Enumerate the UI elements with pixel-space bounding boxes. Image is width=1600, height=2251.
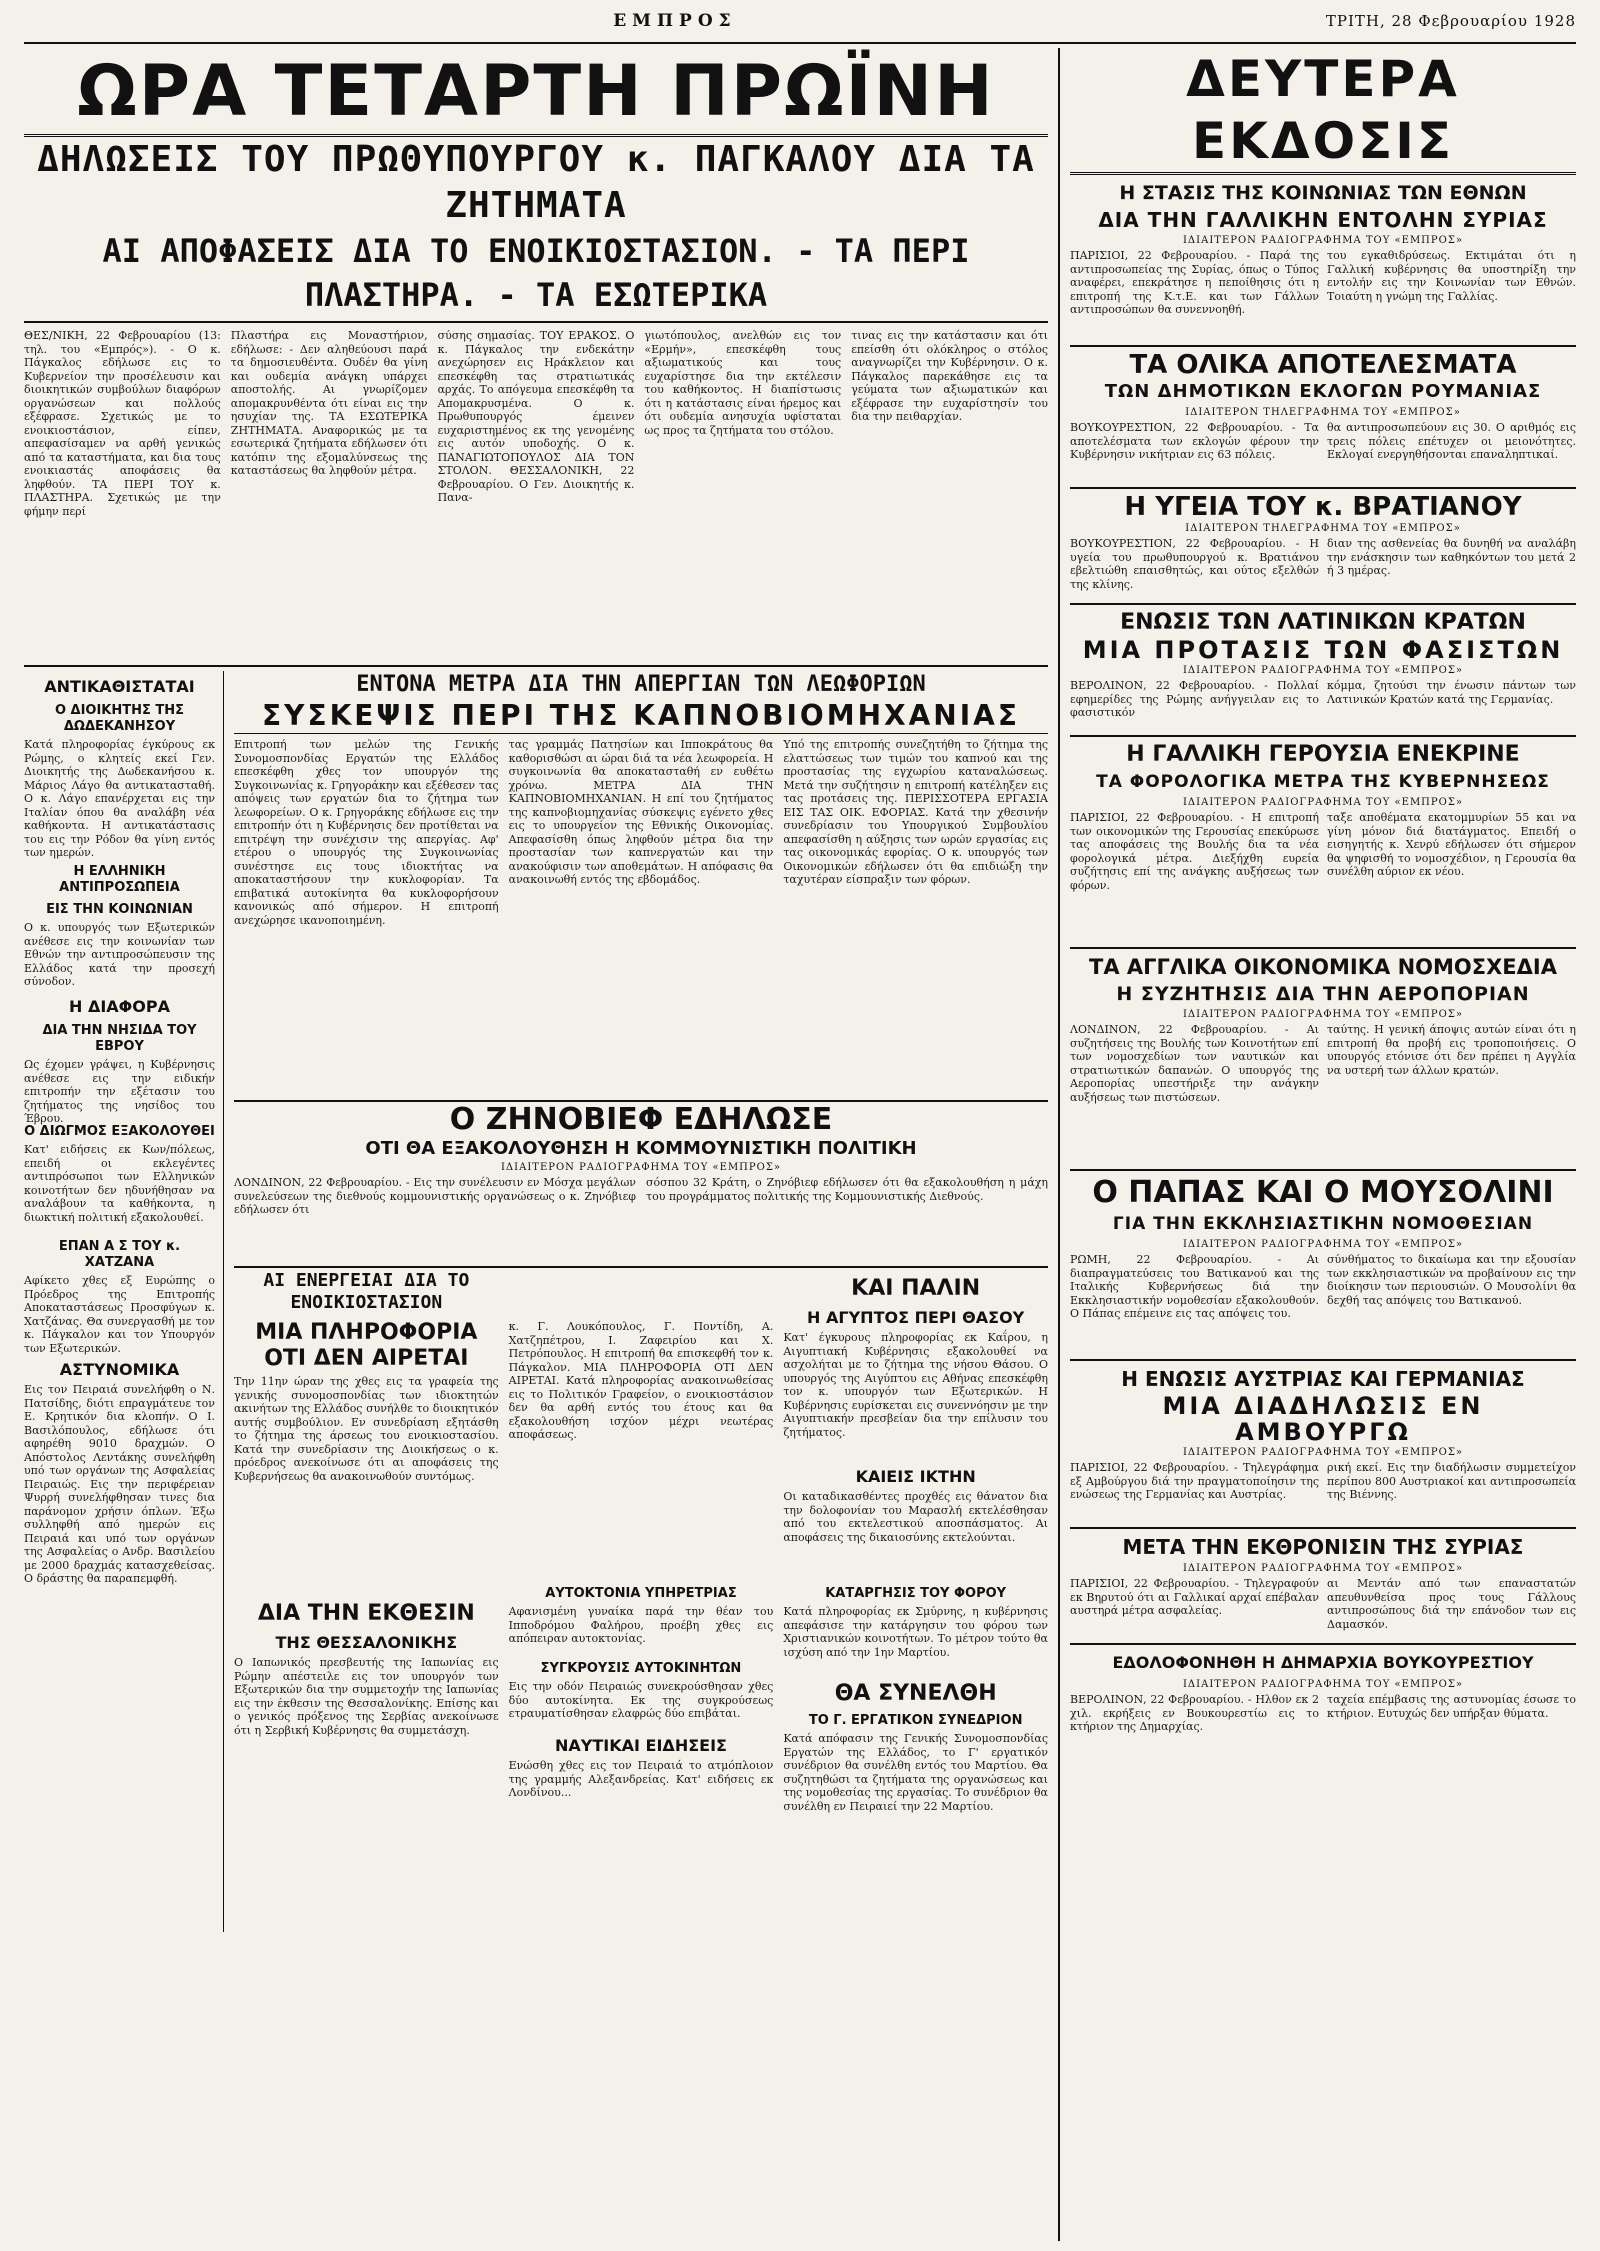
article-column: ΛΟΝΔΙΝΟΝ, 22 Φεβρουαρίου. - Αι συζητήσεις της Βουλής των Κοινοτήτων επί των νομοσχεδίων των ναυτικών και στρατιωτικών δαπανών. Ο υπουργός της Αεροπορίας υπεστήριξε την ανάγκην αυξήσεως των πιστώσεων. [1070, 1023, 1319, 1104]
article-column: ΠΑΡΙΣΙΟΙ, 22 Φεβρουαρίου. - Παρά της αντιπροσωπείας της Συρίας, όπως ο Τύπος αναφέρει, επεκράτησε η πεποίθησις ότι η επιτροπή της Κ.τ.Ε. και των Γάλλων αντιπροσώπων θα συνεννοηθή. [1070, 249, 1319, 316]
article-synedrion: Κατά απόφασιν της Γενικής Συνομοσπονδίας Εργατών της Ελλάδος, το Γ' εργατικόν συνέδριον θα συνέλθη εντός του Μαρτίου. Θα συζητηθώσι τα ζητήματα της οργανώσεως και της νομοθεσίας της εργασίας. Το συνέδριον θα συνέλθη εν Πειραιεί την 22 Μαρτίου. [783, 1732, 1048, 1813]
heading-sygkrousis: ΣΥΓΚΡΟΥΣΙΣ ΑΥΤΟΚΙΝΗΤΩΝ [540, 1661, 742, 1676]
byline: ΙΔΙΑΙΤΕΡΟΝ ΡΑΔΙΟΓΡΑΦΗΜΑ ΤΟΥ «ΕΜΠΡΟΣ» [1182, 235, 1464, 246]
article-kaieis: Οι καταδικασθέντες προχθές εις θάνατον δια την δολοφονίαν του Μαρασλή εκτελέσθησαν από του εκτελεστικού αποσπάσματος. Αι αποφάσεις της δικαιοσύνης εκτελούνται. [783, 1490, 1048, 1544]
section-austria [1070, 1361, 1576, 1529]
article-roumania [1070, 421, 1576, 481]
subheading-evros: ΔΙΑ ΤΗΝ ΝΗΣΙΔΑ ΤΟΥ ΕΒΡΟΥ [42, 1023, 197, 1054]
article-anglia [1070, 1023, 1576, 1163]
section-vratianu [1070, 489, 1576, 605]
heading-gerousia-1: Η ΓΑΛΛΙΚΗ ΓΕΡΟΥΣΙΑ ΕΝΕΚΡΙΝΕ [1126, 742, 1520, 767]
heading-latin-2: ΜΙΑ ΠΡΟΤΑΣΙΣ ΤΩΝ ΦΑΣΙΣΤΩΝ [1082, 636, 1564, 664]
article-zinoviev [234, 1176, 1048, 1262]
heading-diafora: Η ΔΙΑΦΟΡΑ [69, 997, 170, 1016]
article-latin [1070, 679, 1576, 729]
heading-kaieis: ΚΑΙΕΙΣ ΙΚΤΗΝ [855, 1467, 976, 1486]
masthead-date: ΤΡΙΤΗ, 28 Φεβρουαρίου 1928 [1325, 12, 1576, 30]
article-kapnoviomixania [234, 734, 1048, 1100]
article-column: Υπό της επιτροπής συνεζητήθη το ζήτημα της ελαττώσεως των τιμών του καπνού και της προστασίας της εγχωρίου καταναλώσεως. Μετά την συζήτησιν η επιτροπή κατέληξεν εις τας προτάσεις της. ΠΕΡΙΣΣΟΤΕΡΑ ΕΡΓΑΣΙΑ ΕΙΣ ΤΑΣ ΟΙΚ. ΕΦΟΡΙΑΣ. Κατά την χθεσινήν συνεδρίασιν του Υπουργικού Συμβουλίου απεφασίσθη η αύξησις των ωρών εργασίας εις τας οικονομικάς εφορίας. Ο κ. υπουργός των Οικονομικών εδήλωσεν ότι θα επιδιώξη την ταχυτέραν είσπραξιν των φόρων. [783, 738, 1048, 886]
heading-diogmos: Ο ΔΙΩΓΜΟΣ ΕΞΑΚΟΛΟΥΘΕΙ [24, 1124, 215, 1139]
heading-ekthronisis: ΜΕΤΑ ΤΗΝ ΕΚΘΡΟΝΙΣΙΝ ΤΗΣ ΣΥΡΙΑΣ [1122, 1535, 1524, 1559]
heading-papas-1: Ο ΠΑΠΑΣ ΚΑΙ Ο ΜΟΥΣΟΛΙΝΙ [1092, 1175, 1554, 1210]
headline-decisions: ΑΙ ΑΠΟΦΑΣΕΙΣ ΔΙΑ ΤΟ ΕΝΟΙΚΙΟΣΤΑΣΙΟΝ. - ΤΑ ΠΕΡΙ ΠΛΑΣΤΗΡΑ. - ΤΑ ΕΣΩΤΕΡΙΚΑ [24, 229, 1048, 323]
article-diafora: Ως έχομεν γράψει, η Κυβέρνησις ανέθεσε εις την ειδικήν επιτροπήν την εξέτασιν του ζητήματος της νησίδος του Έβρου. [24, 1058, 215, 1125]
headline-premier: ΔΗΛΩΣΕΙΣ ΤΟΥ ΠΡΩΘΥΠΟΥΡΓΟΥ κ. ΠΑΓΚΑΛΟΥ ΔΙΑ ΤΑ ΖΗΤΗΜΑΤΑ [37, 139, 1035, 226]
article-dodekanisos: Κατά πληροφορίας έγκύρους εκ Ρώμης, ο κλητείς εκεί Γεν. Διοικητής της Δωδεκανήσου κ. Μάριος Λάγο θα αντικατασταθή. Ο κ. Λάγο επανέρχεται εις την Ιταλίαν όπου θα αναλάβη νέα καθήκοντα. Η αντικατάστασις του εις την Ρόδον θα γίνη εντός των ημερών. [24, 738, 215, 859]
article-column: ταξε αποθέματα εκατομμυρίων 55 και να γίνη μόνον διά διατάγματος. Επειδή ο εισηγητής κ. Χενρύ εδήλωσεν ότι σήμερον θα ψηφισθή το νομοσχέδιον, η Γερουσία θα συνέλθη αύριον εκ νέου. [1327, 811, 1576, 878]
heading-leoforeia: ΕΝΤΟΝΑ ΜΕΤΡΑ ΔΙΑ ΤΗΝ ΑΠΕΡΓΙΑΝ ΤΩΝ ΛΕΩΦΟΡΙΩΝ [356, 672, 926, 697]
heading-roumania-1: ΤΑ ΟΛΙΚΑ ΑΠΟΤΕΛΕΣΜΑΤΑ [1129, 350, 1517, 380]
byline: ΙΔΙΑΙΤΕΡΟΝ ΡΑΔΙΟΓΡΑΦΗΜΑ ΤΟΥ «ΕΜΠΡΟΣ» [1182, 1009, 1464, 1020]
heading-gerousia-2: ΤΑ ΦΟΡΟΛΟΓΙΚΑ ΜΕΤΡΑ ΤΗΣ ΚΥΒΕΡΝΗΣΕΩΣ [1096, 772, 1550, 792]
lower-section [24, 665, 1048, 1932]
byline: ΙΔΙΑΙΤΕΡΟΝ ΡΑΔΙΟΓΡΑΦΗΜΑ ΤΟΥ «ΕΜΠΡΟΣ» [1182, 665, 1464, 676]
article-enoikiostasion-cont: κ. Γ. Λουκόπουλος, Γ. Ποντίδη, Α. Χατζηπέτρου, Ι. Ζαφειρίου και Χ. Πετρόπουλος. Η επιτροπή θα επισκεφθή τον κ. Πάγκαλον. ΜΙΑ ΠΛΗΡΟΦΟΡΙΑ ΟΤΙ ΔΕΝ ΑΙΡΕΤΑΙ. Κατά πληροφορίας ανακοινωθείσας εις το Πολιτικόν Γραφείον, ο ενοικιοστάσιον δεν θα αρθή εντός του έτους και θα εξακολουθήση ισχύον μέχρι νεωτέρας αποφάσεως. [508, 1320, 774, 1441]
byline: ΙΔΙΑΙΤΕΡΟΝ ΡΑΔΙΟΓΡΑΦΗΜΑ ΤΟΥ «ΕΜΠΡΟΣ» [1182, 1239, 1464, 1250]
heading-kai-palin: ΚΑΙ ΠΑΛΙΝ [851, 1276, 981, 1301]
article-column: ρική εκεί. Εις την διαδήλωσιν συμμετείχον περίπου 800 Αυστριακοί και αντιπροσωπεία της Βιέννης. [1327, 1461, 1576, 1501]
heading-austria-1: Η ΕΝΩΣΙΣ ΑΥΣΤΡΙΑΣ ΚΑΙ ΓΕΡΜΑΝΙΑΣ [1121, 1367, 1525, 1391]
masthead-title: ΕΜΠΡΟΣ [613, 11, 737, 31]
article-nautikai: Ενώσθη χθες εις τον Πειραιά το ατμόπλοιον της γραμμής Αλεξανδρείας. Κατ' ειδήσεις εκ Λονδίνου... [508, 1759, 774, 1799]
article-column: Επιτροπή των μελών της Γενικής Συνομοσπονδίας Εργατών της Ελλάδος επεσκέφθη χθες τον υπουργόν της Συγκοινωνίας κ. Γρηγοράκην και εξέθεσεν τας απόψεις των εργατών δια το ζήτημα των λεωφορείων. Ο κ. Γρηγοράκης εδήλωσε εις την επιτροπήν ότι η Κυβέρνησις δεν προτίθεται να επιτρέψη την συνέχισιν της απεργίας. Αφ' ετέρου ο υπουργός της Συγκοινωνίας συνέστησε εις τους ιδιοκτήτας να αποκαταστήσουν την κυκλοφορίαν. Τα επιβατικά αυτοκίνητα θα κυκλοφορήσουν κανονικώς από σήμερον. Η επιτροπή ανεχώρησε ικανοποιημένη. [234, 738, 499, 927]
heading-syria-2: ΔΙΑ ΤΗΝ ΓΑΛΛΙΚΗΝ ΕΝΤΟΛΗΝ ΣΥΡΙΑΣ [1098, 208, 1548, 232]
heading-katargisis: ΚΑΤΑΡΓΗΣΙΣ ΤΟΥ ΦΟΡΟΥ [825, 1586, 1007, 1601]
article-column: αι Μεντάν από των επαναστατών απευθυνθείσα προς τους Γάλλους αντιπροσώπους διά την επάνοδον των εις Δαμασκόν. [1327, 1577, 1576, 1631]
article-column: ΒΕΡΟΛΙΝΟΝ, 22 Φεβρουαρίου. - Ηλθον εκ 2 χιλ. εκρήξεις εν Βουκουρεστίω εις το κτήριον της Δημαρχίας. [1070, 1693, 1319, 1733]
heading-anglia-1: ΤΑ ΑΓΓΛΙΚΑ ΟΙΚΟΝΟΜΙΚΑ ΝΟΜΟΣΧΕΔΙΑ [1089, 955, 1557, 979]
article-column: ταύτης. Η γενική άποψις αυτών είναι ότι η επιτροπή θα προβή εις τροποποιήσεις. Ο υπουργός ετόνισε ότι δεν πρέπει η Αγγλία να υστερή των άλλων κρατών. [1327, 1023, 1576, 1077]
article-column: ΠΑΡΙΣΙΟΙ, 22 Φεβρουαρίου. - Η επιτροπή των οικονομικών της Γερουσίας επεκύρωσε τας αποφάσεις της Βουλής δια τα νέα φορολογικά μέτρα. Διεξήχθη ευρεία συζήτησις επί της ανάγκης αυξήσεως των φόρων. [1070, 811, 1319, 892]
article-column: θα αντιπροσωπεύουν εις 30. Ο αριθμός εις τρεις πόλεις επέτυχεν οι μειονότητες. Εκλογαί ενεργηθήσονται επαναληπτικαί. [1327, 421, 1576, 461]
columns [24, 48, 1576, 2241]
section-roumania [1070, 347, 1576, 489]
article-column: ΘΕΣ/ΝΙΚΗ, 22 Φεβρουαρίου (13: τηλ. του «Εμπρός»). - Ο κ. Πάγκαλος εδήλωσε εις το Κυβερνείον την προσέλευσιν και διοικητικών συμβούλων διαφόρων οργανώσεων και πολλούς εξέφρασε. Σχετικώς με το ενοικιοστάσιον, είπεν, απεφασίσαμεν να αρθή γενικώς από τα καταστήματα, και δια τους ενοικιαστάς αποφάσεις θα ληφθούν. ΤΑ ΠΕΡΙ ΤΟΥ κ. ΠΛΑΣΤΗΡΑ. Σχετικώς με την φήμην περί [24, 329, 221, 518]
heading-astynomika: ΑΣΤΥΝΟΜΙΚΑ [59, 1360, 180, 1379]
bottom-grid [234, 1266, 1048, 1932]
section-ekthronisis [1070, 1529, 1576, 1645]
heading-deutera-ekdosis: ΔΕΥΤΕΡΑ ΕΚΔΟΣΙΣ [1070, 48, 1576, 175]
subheading-dodekanisos: Ο ΔΙΟΙΚΗΤΗΣ ΤΗΣ ΔΩΔΕΚΑΝΗΣΟΥ [54, 703, 185, 734]
bottom-middle [509, 1270, 774, 1932]
heading-papas-2: ΓΙΑ ΤΗΝ ΕΚΚΛΗΣΙΑΣΤΙΚΗΝ ΝΟΜΟΘΕΣΙΑΝ [1112, 1214, 1534, 1234]
article-ekthronisis [1070, 1577, 1576, 1637]
heading-enoikiostasion: ΑΙ ΕΝΕΡΓΕΙΑΙ ΔΙΑ ΤΟ ΕΝΟΙΚΙΟΣΤΑΣΙΟΝ [263, 1270, 470, 1313]
article-column: κόμμα, ζητούσι την ένωσιν πάντων των Λατινικών Κρατών κατά της Γερμανίας. [1327, 679, 1576, 706]
article-syria [1070, 249, 1576, 339]
subheading-pliroforia: ΜΙΑ ΠΛΗΡΟΦΟΡΙΑ ΟΤΙ ΔΕΝ ΑΙΡΕΤΑΙ [255, 1320, 478, 1371]
article-column: του εγκαθιδρύσεως. Εκτιμάται ότι η Γαλλική κυβέρνησις θα υποστηρίξη την εντολήν εις την Κοινωνίαν των Εθνών. Τοιαύτη η γνώμη της Γαλλίας. [1327, 249, 1576, 303]
byline: ΙΔΙΑΙΤΕΡΟΝ ΡΑΔΙΟΓΡΑΦΗΜΑ ΤΟΥ «ΕΜΠΡΟΣ» [1182, 797, 1464, 808]
article-elliniki: Ο κ. υπουργός των Εξωτερικών ανέθεσε εις την κοινωνίαν των Εθνών την αντιπροσώπευσιν της Ελλάδος κατά την προσεχή σύνοδον. [24, 921, 215, 988]
article-enoikiostasion: Την 11ην ώραν της χθες εις τα γραφεία της γενικής συνομοσπονδίας των ιδιοκτητών ακινήτων της Ελλάδος συνήλθε το διοικητικόν αυτής συμβούλιον. Εν συνεδρίαση εξητάσθη το ζήτημα της άρσεως του ενοικιοστασίου. Κατά την συνεδρίασιν της Διοικήσεως ο κ. πρόεδρος ανεκοίνωσε ότι αι αποφάσεις της Κυβερνήσεως θα ανακοινωθούν συντόμως. [234, 1375, 499, 1483]
byline: ΙΔΙΑΙΤΕΡΟΝ ΡΑΔΙΟΓΡΑΦΗΜΑ ΤΟΥ «ΕΜΠΡΟΣ» [1182, 1447, 1464, 1458]
main-section [24, 48, 1060, 2241]
subheading-zinoviev: ΟΤΙ ΘΑ ΕΞΑΚΟΛΟΥΘΗΣΗ Η ΚΟΜΜΟΥΝΙΣΤΙΚΗ ΠΟΛΙΤΙΚΗ [365, 1138, 917, 1159]
article-column: ΡΩΜΗ, 22 Φεβρουαρίου. - Αι διαπραγματεύσεις του Βατικανού και της Ιταλικής Κυβερνήσεως διά την Εκκλησιαστικήν νομοθεσίαν εξακολουθούν. Ο Πάπας επέμεινε εις τας απόψεις του. [1070, 1253, 1319, 1320]
heading-roumania-2: ΤΩΝ ΔΗΜΟΤΙΚΩΝ ΕΚΛΟΓΩΝ ΡΟΥΜΑΝΙΑΣ [1104, 381, 1542, 402]
article-column: ΒΟΥΚΟΥΡΕΣΤΙΟΝ, 22 Φεβρουαρίου. - Τα αποτελέσματα των εκλογών φέρουν την Κυβέρνησιν νικήτριαν εις 63 πόλεις. [1070, 421, 1319, 461]
banner-headline: ΩΡΑ ΤΕΤΑΡΤΗ ΠΡΩΪΝΗ [24, 48, 1048, 137]
byline: ΙΔΙΑΙΤΕΡΟΝ ΡΑΔΙΟΓΡΑΦΗΜΑ ΤΟΥ «ΕΜΠΡΟΣ» [1182, 1679, 1464, 1690]
article-column: γιωτόπουλος, ανελθών εις τον «Ερμήν», επεσκέφθη τους αξιωματικούς και τους ευχαρίστησε δια την εκτέλεσιν του καθήκοντος. Η διαπίστωσις ότι η κατάστασις είναι ήρεμος και ότι ουδεμία ανησυχία υφίσταται ως προς τα ζητήματα του στόλου. [644, 329, 842, 437]
heading-ekthesi: ΔΙΑ ΤΗΝ ΕΚΘΕΣΙΝ [257, 1601, 475, 1626]
article-column: ΒΕΡΟΛΙΝΟΝ, 22 Φεβρουαρίου. - Πολλαί εφημερίδες της Ρώμης ανήγγειλαν εις το φασιστικόν [1070, 679, 1319, 719]
byline: ΙΔΙΑΙΤΕΡΟΝ ΡΑΔΙΟΓΡΑΦΗΜΑ ΤΟΥ «ΕΜΠΡΟΣ» [500, 1162, 782, 1173]
article-diogmos: Κατ' ειδήσεις εκ Κων/πόλεως, επειδή οι εκλεγέντες αντιπρόσωποι των Ελληνικών κοινοτήτων δεν ηδυνήθησαν να αναλάβουν τα καθήκοντα, η διωκτική πολιτική εξακολουθεί. [24, 1143, 215, 1224]
article-sygkrousis: Εις την οδόν Πειραιώς συνεκρούσθησαν χθες δύο αυτοκίνητα. Εκ της συγκρούσεως ετραυματίσθησαν ελαφρώς δύο επιβάται. [508, 1680, 774, 1720]
article-epanodos: Αφίκετο χθες εξ Ευρώπης ο Πρόεδρος της Επιτροπής Αποκαταστάσεως Προσφύγων κ. Χατζάνας. Θα συνεργασθή με τον κ. Πάγκαλον και τον Υπουργόν των Εξωτερικών. [24, 1274, 215, 1355]
heading-latin-1: ΕΝΩΣΙΣ ΤΩΝ ΛΑΤΙΝΙΚΩΝ ΚΡΑΤΩΝ [1120, 610, 1526, 635]
heading-syria-1: Η ΣΤΑΣΙΣ ΤΗΣ ΚΟΙΝΩΝΙΑΣ ΤΩΝ ΕΘΝΩΝ [1119, 182, 1527, 204]
article-column: σύνθήματος το δικαίωμα και την εξουσίαν των εκκλησιαστικών να προβαίνουν εις την διοίκησιν των περιουσιών. Ο Μουσολίνι θα δεχθή τας απόψεις του Βατικανού. [1327, 1253, 1576, 1307]
heading-austria-2: ΜΙΑ ΔΙΑΔΗΛΩΣΙΣ ΕΝ ΑΜΒΟΥΡΓΩ [1162, 1392, 1484, 1446]
center-block [234, 671, 1048, 1932]
subheading-thasos: Η ΑΓΥΠΤΟΣ ΠΕΡΙ ΘΑΣΟΥ [807, 1308, 1025, 1327]
article-column: ΠΑΡΙΣΙΟΙ, 22 Φεβρουαρίου. - Τηλεγράφημα εξ Αμβούργου διά την πραγματοποίησιν της ενώσεως της Γερμανίας και Αυστρίας. [1070, 1461, 1319, 1501]
subheading-koinonia: ΕΙΣ ΤΗΝ ΚΟΙΝΩΝΙΑΝ [46, 902, 193, 917]
article-column: ΒΟΥΚΟΥΡΕΣΤΙΟΝ, 22 Φεβρουαρίου. - Η υγεία του πρωθυπουργού κ. Βρατιάνου εβελτιώθη επαισθητώς, και ούτος εξελθών της κλίνης. [1070, 537, 1319, 591]
section-anglia [1070, 949, 1576, 1171]
bottom-left [234, 1270, 499, 1932]
article-column: Πλαστήρα εις Μοναστήριον, εδήλωσε: - Δεν αληθεύουσι παρά τα δημοσιευθέντα. Ουδέν θα γίνη και ουδεμία ανάγκη υπάρχει αποστολής. Αι γνωρίζομεν απομακρυνθέντα ότι είναι εις την ησυχίαν της. ΤΑ ΕΣΩΤΕΡΙΚΑ ΖΗΤΗΜΑΤΑ. Αναφορικώς με τα εσωτερικά ζητήματα εδήλωσεν ότι κατόπιν της εξομαλύνσεως της καταστάσεως θα ληφθούν μέτρα. [230, 329, 428, 477]
section-papas [1070, 1171, 1576, 1361]
bottom-right [783, 1270, 1048, 1932]
masthead [24, 0, 1576, 44]
article-austria [1070, 1461, 1576, 1521]
heading-vratianu: Η ΥΓΕΙΑ ΤΟΥ κ. ΒΡΑΤΙΑΝΟΥ [1124, 492, 1522, 522]
article-papas [1070, 1253, 1576, 1353]
heading-aytoktonia: ΑΥΤΟΚΤΟΝΙΑ ΥΠΗΡΕΤΡΙΑΣ [545, 1586, 737, 1601]
article-katargisis: Κατά πληροφορίας εκ Σμύρνης, η κυβέρνησις απεφάσισε την κατάργησιν του φόρου των Χριστιανικών κοινοτήτων. Το μέτρον τούτο θα ισχύση από την 1ην Μαρτίου. [783, 1605, 1048, 1659]
byline: ΙΔΙΑΙΤΕΡΟΝ ΤΗΛΕΓΡΑΦΗΜΑ ΤΟΥ «ΕΜΠΡΟΣ» [1185, 407, 1461, 418]
article-column: διαν της ασθενείας θα δυνηθή να αναλάβη την ενάσκησιν των καθηκόντων του μετά 2 ή 3 ημέρας. [1327, 537, 1576, 577]
premier-article [24, 323, 1048, 659]
article-vratianu [1070, 537, 1576, 597]
subheading-thessaloniki: ΤΗΣ ΘΕΣΣΑΛΟΝΙΚΗΣ [275, 1633, 458, 1652]
article-dimarxia [1070, 1693, 1576, 1743]
second-edition-column [1070, 48, 1576, 2241]
article-aytoktonia: Αφανισμένη γυναίκα παρά την θέαν του Ιπποδρόμου Φαλήρου, προέβη χθες εις απόπειραν αυτοκτονίας. [508, 1605, 774, 1645]
article-column: σύσης σημασίας. ΤΟΥ ΕΡΑΚΟΣ. Ο κ. Πάγκαλος την ενδεκάτην ανεχώρησεν εις Ηράκλειον και επεσκέφθη τας στρατιωτικάς αρχάς. Το απόγευμα επεσκέφθη τα Απομακρυσμένα. Ο κ. Πρωθυπουργός έμεινεν ευχαριστημένος εκ της γενομένης εις αυτόν υποδοχής. Ο κ. ΠΑΝΑΓΙΩΤΟΠΟΥΛΟΣ ΔΙΑ ΤΟΝ ΣΤΟΛΟΝ. ΘΕΣΣΑΛΟΝΙΚΗ, 22 Φεβρουαρίου. Ο Γεν. Διοικητής κ. Πανα- [437, 329, 635, 504]
section-gerousia [1070, 737, 1576, 949]
article-column: ταχεία επέμβασις της αστυνομίας έσωσε το κτήριον. Ευτυχώς δεν υπήρξαν θύματα. [1327, 1693, 1576, 1720]
heading-anglia-2: Η ΣΥΖΗΤΗΣΙΣ ΔΙΑ ΤΗΝ ΑΕΡΟΠΟΡΙΑΝ [1116, 983, 1530, 1005]
article-ekthesi: Ο Ιαπωνικός πρεσβευτής της Ιαπωνίας εις Ρώμην απέστειλε εις τον υπουργόν των Εξωτερικών δια την συμμετοχήν της Ιαπωνίας εις την έκθεσιν της Θεσσαλονίκης. Επίσης και ο γενικός πρόξενος της Σερβίας ανεκοίνωσε ότι η Σερβική Κυβέρνησις θα συμμετάσχη. [234, 1656, 499, 1737]
article-thasos: Κατ' έγκυρους πληροφορίας εκ Καΐρου, η Αιγυπτιακή Κυβέρνησις εξακολουθεί να ασχολήται με το ζήτημα της νήσου Θάσου. Ο υπουργός της Αιγύπτου εις Αθήνας επεσκέφθη τον κ. υπουργόν των Εξωτερικών. Η Κυβέρνησις ευρίσκεται εις συνεννόησιν με την Αιγυπτιακήν πρεσβείαν δια την επίλυσιν του ζητήματος. [783, 1331, 1048, 1439]
article-column: τας γραμμάς Πατησίων και Ιπποκράτους θα καθορισθώσι αι ώραι διά τα νέα λεωφορεία. Η συγκοινωνία θα αποκατασταθή εν ευθέτω χρόνω. ΜΕΤΡΑ ΔΙΑ ΤΗΝ ΚΑΠΝΟΒΙΟΜΗΧΑΝΙΑΝ. Η επί του ζητήματος της καπνοβιομηχανίας σύσκεψις εγένετο χθες εις το υπουργείον της Εθνικής Οικονομίας. Απεφασίσθη όπως ληφθούν μέτρα δια την προστασίαν των καπνεργατών και την ανακούφισιν των αποθεμάτων. Η απόφασις θα ανακοινωθή εντός της εβδομάδος. [508, 738, 774, 886]
article-column: ΛΟΝΔΙΝΟΝ, 22 Φεβρουαρίου. - Εις την συνέλευσιν εν Μόσχα μεγάλων συνελεύσεων της διεθνούς κομμουνιστικής οργανώσεως ο κ. Ζηνόβιεφ εδήλωσεν ότι [234, 1176, 636, 1216]
section-dimarxia [1070, 1645, 1576, 1749]
heading-epanodos: ΕΠΑΝ Α Σ ΤΟΥ κ. ΧΑΤΖΑΝΑ [58, 1239, 181, 1270]
heading-synelthi: ΘΑ ΣΥΝΕΛΘΗ [834, 1681, 997, 1706]
heading-zinoviev: Ο ΖΗΝΟΒΙΕΦ ΕΔΗΛΩΣΕ [234, 1100, 1048, 1138]
byline: ΙΔΙΑΙΤΕΡΟΝ ΤΗΛΕΓΡΑΦΗΜΑ ΤΟΥ «ΕΜΠΡΟΣ» [1185, 523, 1461, 534]
heading-antikathistatai: ΑΝΤΙΚΑΘΙΣΤΑΤΑΙ [44, 677, 195, 696]
heading-nautikai: ΝΑΥΤΙΚΑΙ ΕΙΔΗΣΕΙΣ [555, 1736, 727, 1755]
heading-elliniki: Η ΕΛΛΗΝΙΚΗ ΑΝΤΙΠΡΟΣΩΠΕΙΑ [59, 864, 180, 895]
heading-dimarxia: ΕΔΟΛΟΦΟΝΗΘΗ Η ΔΗΜΑΡΧΙΑ ΒΟΥΚΟΥΡΕΣΤΙΟΥ [1112, 1653, 1534, 1672]
subheading-synedrion: ΤΟ Γ. ΕΡΓΑΤΙΚΟΝ ΣΥΝΕΔΡΙΟΝ [808, 1713, 1023, 1728]
section-syria [1070, 175, 1576, 347]
article-column: σόσπου 32 Κράτη, ο Ζηνόβιεφ εδήλωσεν ότι θα εξακολουθήση η μάχη του προγράμματος πολιτικής της Κομμουνιστικής Διεθνούς. [646, 1176, 1048, 1203]
article-column: τινας εις την κατάστασιν και ότι επείσθη ότι ολόκληρος ο στόλος αναγνωρίζει την Κυβέρνησιν. Ο κ. Πάγκαλος παρεκάθησε εις τα γεύματα των αξιωματικών και εξέφρασε την ευχαρίστησίν του δια την πειθαρχίαν. [851, 329, 1048, 423]
byline: ΙΔΙΑΙΤΕΡΟΝ ΡΑΔΙΟΓΡΑΦΗΜΑ ΤΟΥ «ΕΜΠΡΟΣ» [1182, 1563, 1464, 1574]
heading-kapnoviomixania: ΣΥΣΚΕΨΙΣ ΠΕΡΙ ΤΗΣ ΚΑΠΝΟΒΙΟΜΗΧΑΝΙΑΣ [234, 699, 1048, 734]
article-astynomika: Εις τον Πειραιά συνελήφθη ο Ν. Πατσίδης, διότι επραγμάτευε τον Ε. Κρητικόν δια κλοπήν. Ο Ι. Βασιλόπουλος, εδήλωσε ότι αφηρέθη 9010 δραχμών. Ο Απόστολος Λεντάκης συνελήφθη υπό των οργάνων της Ασφαλείας Πειραιώς. Εις την περιφέρειαν Ψυρρή συνελήφθησαν τινες δια παράνομον χρήσιν όπλων. Έξω συλληφθή από ημερών εις Πειραιά και υπό των οργάνων της Ασφαλείας ο Ανδρ. Βασιλείου με 2000 δραχμάς κατασχεθείσας. Ο δράστης θα παραπεμφθή. [24, 1383, 215, 1585]
article-column: ΠΑΡΙΣΙΟΙ, 22 Φεβρουαρίου. - Τηλεγραφούν εκ Βηρυτού ότι αι Γαλλικαί αρχαί επέβαλαν αυστηρά μέτρα ασφαλείας. [1070, 1577, 1319, 1617]
left-column [24, 671, 224, 1932]
section-latin [1070, 605, 1576, 737]
article-gerousia [1070, 811, 1576, 941]
